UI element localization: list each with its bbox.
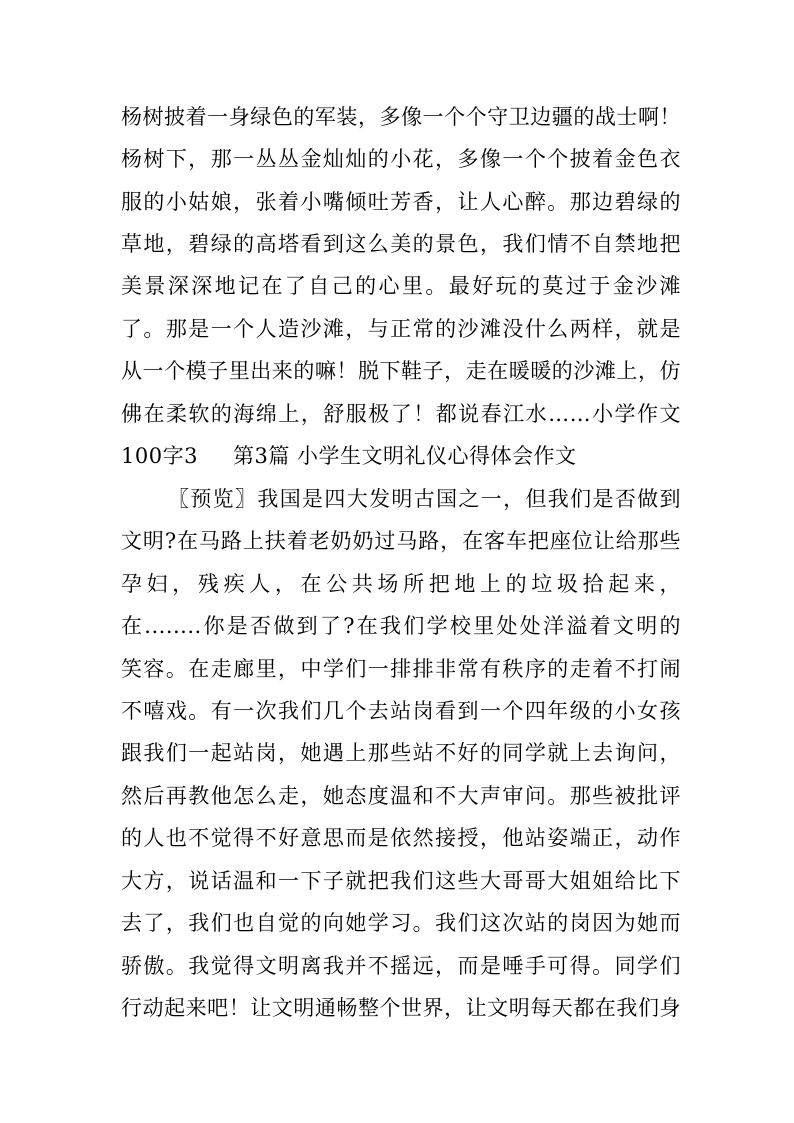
- paragraph-line: 文明?在马路上扶着老奶奶过马路，在客车把座位让给那些: [121, 529, 681, 553]
- paragraph-line: 行动起来吧！让文明通畅整个世界，让文明每天都在我们身: [121, 996, 681, 1020]
- paragraph-line: 然后再教他怎么走，她态度温和不大声审问。那些被批评: [121, 784, 681, 808]
- paragraph-line: 孕妇，残疾人，在公共场所把地上的垃圾拾起来，: [121, 572, 681, 596]
- section-heading-prefix: 100字3: [121, 444, 198, 468]
- paragraph-line: 的人也不觉得不好意思而是依然接授，他站姿端正，动作: [121, 826, 681, 850]
- text-line: 美景深深地记在了自己的心里。最好玩的莫过于金沙滩: [121, 274, 681, 298]
- paragraph-line: 〖预览〗我国是四大发明古国之一，但我们是否做到: [168, 487, 681, 511]
- text-line: 杨树披着一身绿色的军装，多像一个个守卫边疆的战士啊！: [121, 105, 681, 129]
- text-line: 草地，碧绿的高塔看到这么美的景色，我们情不自禁地把: [121, 232, 681, 256]
- paragraph-line: 去了，我们也自觉的向她学习。我们这次站的岗因为她而: [121, 911, 681, 935]
- section-heading-title: 第3篇 小学生文明礼仪心得体会作文: [233, 444, 577, 468]
- section-heading: [121, 436, 681, 476]
- text-line: 杨树下，那一丛丛金灿灿的小花，多像一个个披着金色衣: [121, 147, 681, 171]
- paragraph-line: 骄傲。我觉得文明离我并不摇远，而是唾手可得。同学们: [121, 954, 681, 978]
- text-line: 服的小姑娘，张着小嘴倾吐芳香，让人心醉。那边碧绿的: [121, 190, 681, 214]
- paragraph-line: 不嘻戏。有一次我们几个去站岗看到一个四年级的小女孩: [121, 699, 681, 723]
- text-line: 佛在柔软的海绵上，舒服极了！都说春江水……小学作文: [121, 402, 681, 426]
- paragraph-line: 跟我们一起站岗，她遇上那些站不好的同学就上去询问，: [121, 741, 681, 765]
- paragraph-line: 大方，说话温和一下子就把我们这些大哥哥大姐姐给比下: [121, 869, 681, 893]
- text-line: 从一个模子里出来的嘛！脱下鞋子，走在暖暖的沙滩上，仿: [121, 359, 681, 383]
- text-line: 了。那是一个人造沙滩，与正常的沙滩没什么两样，就是: [121, 317, 681, 341]
- paragraph-line: 在........你是否做到了?在我们学校里处处洋溢着文明的: [121, 614, 681, 638]
- paragraph-line: 笑容。在走廊里，中学们一排排非常有秩序的走着不打闹: [121, 657, 681, 681]
